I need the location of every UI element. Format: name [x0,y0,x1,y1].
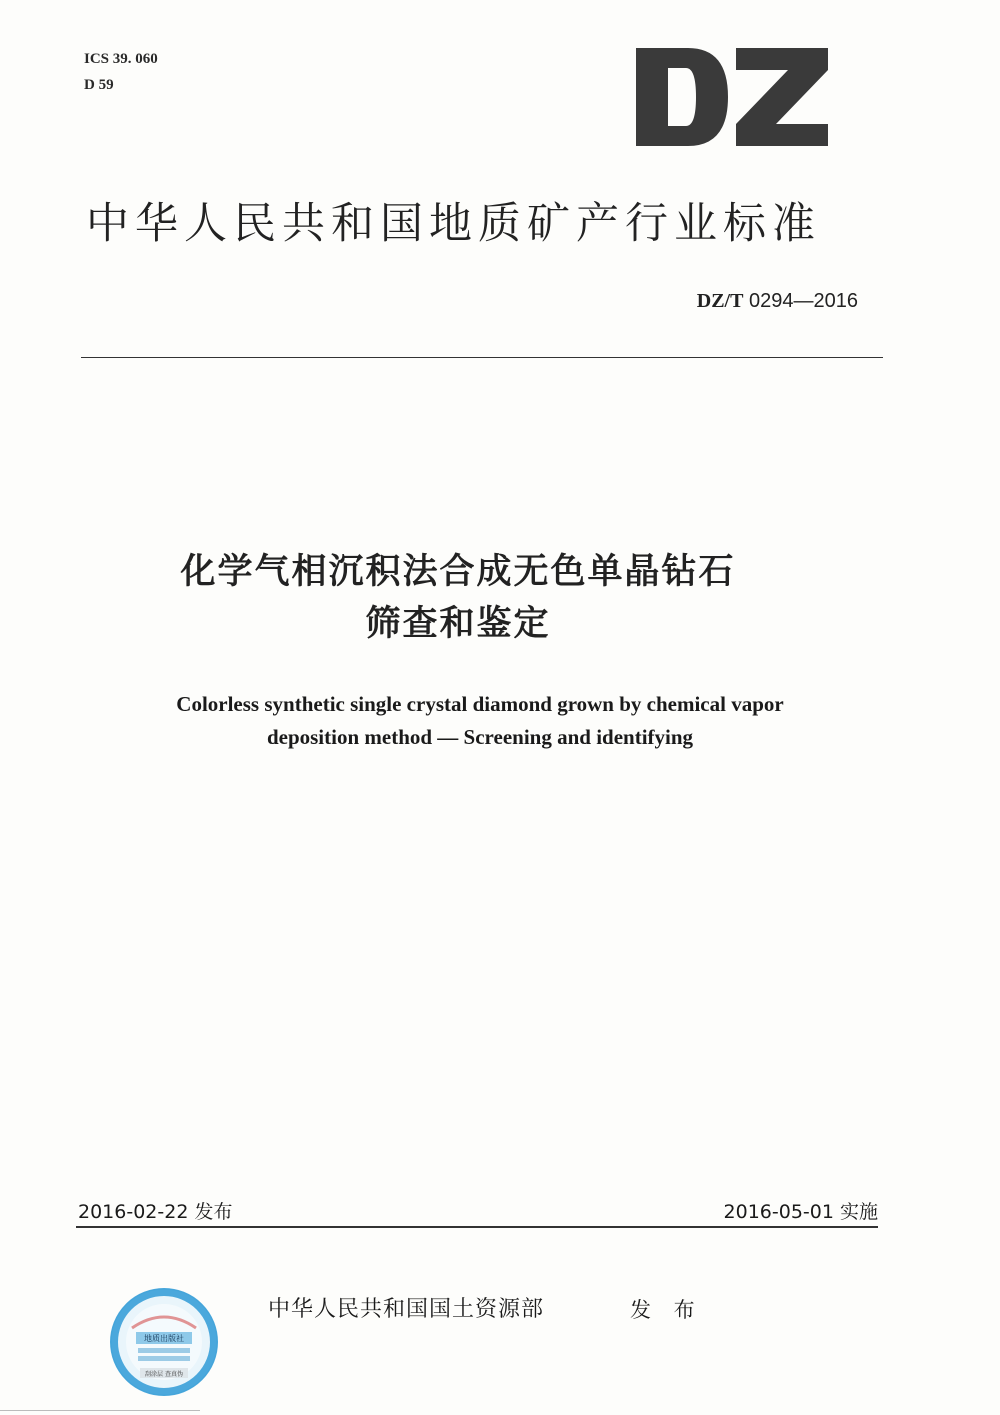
english-title-line-2: deposition method — Screening and identifying [266,725,694,749]
standard-number-prefix: DZ/T [696,290,744,312]
standard-number [697,290,858,313]
anti-counterfeit-seal-icon [110,1288,218,1396]
ics-code: ICS 39. 060 [84,51,158,67]
seal-text-verify: 刮涂层 查真伪 [145,1371,183,1378]
chinese-title-line-1: 化学气相沉积法合成无色单晶钻石 [180,552,736,592]
seal-text-publisher: 地质出版社 [144,1334,184,1343]
page-edge-mark [0,1410,200,1411]
english-title [0,688,960,754]
chinese-title-line-2: 筛查和鉴定 [365,604,551,644]
english-title-line-1: Colorless synthetic single crystal diamond grown by chemical vapor [176,692,784,716]
dz-logo [636,48,828,146]
issue-date: 2016-02-22 发布 [78,1201,233,1223]
standard-category-title: 中华人民共和国地质矿产行业标准 [86,199,821,249]
top-divider [81,357,883,358]
classification-codes [84,46,158,98]
standard-number-value: 0294—2016 [749,290,858,312]
ccs-code: D 59 [84,77,114,93]
publish-label: 发 布 [630,1298,703,1322]
publisher-name: 中华人民共和国国土资源部 [268,1297,545,1322]
bottom-divider [76,1226,878,1228]
chinese-title [0,546,916,650]
implementation-date: 2016-05-01 实施 [723,1201,878,1223]
